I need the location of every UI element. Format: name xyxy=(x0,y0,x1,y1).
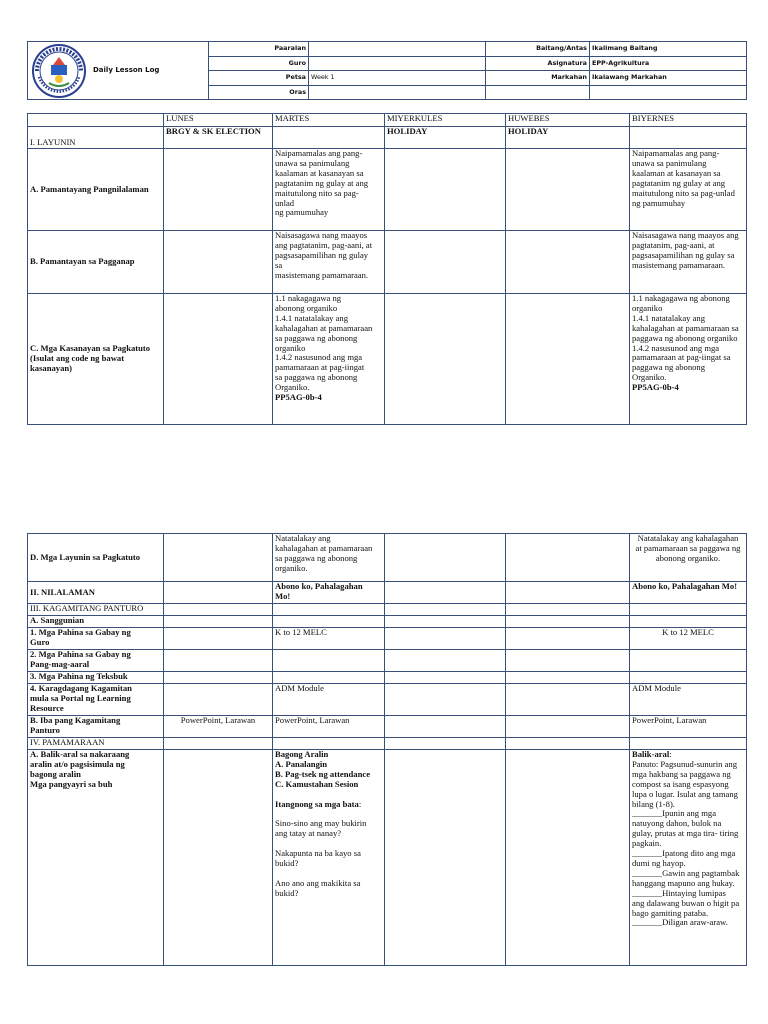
school-label: Paaralan xyxy=(209,42,309,57)
empty-cell xyxy=(630,738,747,750)
row-label-pamantayan-pagganap: B. Pamantayan sa Pagganap xyxy=(28,231,164,294)
empty-cell xyxy=(385,716,506,738)
deped-seal-icon xyxy=(31,43,87,99)
empty-cell xyxy=(385,672,506,684)
empty-cell xyxy=(164,616,273,628)
section-nilalaman: II. NILALAMAN xyxy=(28,582,164,604)
empty-cell xyxy=(164,738,273,750)
pamantayang-nilalaman-tue: Naipamamalas ang pang- unawa sa panimulang kaalaman at kasanayan sa pagtatanim ng gulay at ang maitutulong nito sa pag- unlad ng pamumuhay xyxy=(273,149,385,231)
section-kagamitang: III. KAGAMITANG PANTURO xyxy=(28,604,164,616)
gabay-guro-tue: K to 12 MELC xyxy=(273,628,385,650)
empty-cell xyxy=(164,628,273,650)
quarter-label: Markahan xyxy=(486,71,590,86)
empty-cell xyxy=(385,582,506,604)
empty-cell xyxy=(164,650,273,672)
empty-cell xyxy=(630,604,747,616)
pamantayan-pagganap-fri: Naisasagawa nang maayos ang pagtatanim, pag-aani, at pagsasapamilihan ng gulay sa masistemang pamamaraan. xyxy=(630,231,747,294)
empty-cell xyxy=(506,231,630,294)
empty-cell xyxy=(630,672,747,684)
subject-label: Asignatura xyxy=(486,56,590,71)
empty-cell xyxy=(164,294,273,425)
date-label: Petsa xyxy=(209,71,309,86)
note-mon: BRGY & SK ELECTION xyxy=(164,127,273,149)
empty-cell xyxy=(385,738,506,750)
header-table xyxy=(27,41,747,100)
balik-aral-tue: Bagong Aralin A. Panalangin B. Pag-tsek ng attendance C. Kamustahan Sesion Itangnong sa mga bata: Sino-sino ang may bukirin ang tatay at nanay? Nakapunta na ba kayo sa bukid? Ano ano ang makikita sa bukid? xyxy=(273,750,385,966)
nilalaman-tue: Abono ko, Pahalagahan Mo! xyxy=(273,582,385,604)
empty-cell xyxy=(506,604,630,616)
empty-cell xyxy=(506,294,630,425)
grade-value: Ikalimang Baitang xyxy=(590,42,747,57)
lesson-table-part-2 xyxy=(27,533,747,966)
day-header-thu: HUWEBES xyxy=(506,114,630,127)
empty-cell xyxy=(164,672,273,684)
day-header-mon: LUNES xyxy=(164,114,273,127)
empty-cell xyxy=(385,534,506,582)
day-header-fri: BIYERNES xyxy=(630,114,747,127)
empty-cell xyxy=(385,684,506,716)
row-label-karagdagang: 4. Karagdagang Kagamitan mula sa Portal ng Learning Resource xyxy=(28,684,164,716)
empty-cell xyxy=(385,628,506,650)
empty-cell xyxy=(385,149,506,231)
empty-cell xyxy=(164,582,273,604)
empty-cell xyxy=(506,738,630,750)
grade-label: Baitang/Antas xyxy=(486,42,590,57)
note-wed: HOLIDAY xyxy=(385,127,506,149)
quarter-value: Ikalawang Markahan xyxy=(590,71,747,86)
row-label-iba-pang: B. Iba pang Kagamitang Panturo xyxy=(28,716,164,738)
day-header-wed: MIYERKULES xyxy=(385,114,506,127)
row-label-kasanayan: C. Mga Kasanayan sa Pagkatuto (Isulat ang code ng bawat kasanayan) xyxy=(28,294,164,425)
empty-cell xyxy=(506,534,630,582)
iba-pang-fri: PowerPoint, Larawan xyxy=(630,716,747,738)
section-pamamaraan: IV. PAMAMARAAN xyxy=(28,738,164,750)
competency-code: PP5AG-0b-4 xyxy=(275,392,322,403)
empty-cell xyxy=(273,650,385,672)
logo-cell xyxy=(28,42,209,100)
empty-cell xyxy=(506,149,630,231)
subject-value: EPP-Agrikultura xyxy=(590,56,747,71)
row-label-balik-aral: A. Balik-aral sa nakaraang aralin at/o pagsisimula ng bagong aralin Mga pangyayri sa buh xyxy=(28,750,164,966)
empty-cell xyxy=(164,231,273,294)
empty-cell xyxy=(385,750,506,966)
lesson-table-part-1 xyxy=(27,113,747,425)
empty-cell xyxy=(506,672,630,684)
empty-cell xyxy=(506,684,630,716)
section-layunin: I. LAYUNIN xyxy=(28,127,164,149)
empty-cell xyxy=(273,604,385,616)
document-title: Daily Lesson Log xyxy=(93,66,160,74)
karagdagang-tue: ADM Module xyxy=(273,684,385,716)
row-label-teksbuk: 3. Mga Pahina ng Teksbuk xyxy=(28,672,164,684)
layunin-pagkatuto-fri: Natatalakay ang kahalagahan at pamamaraan sa paggawa ng abonong organiko. xyxy=(630,534,747,582)
nilalaman-fri: Abono ko, Pahalagahan Mo! xyxy=(630,582,747,604)
row-label-sanggunian: A. Sanggunian xyxy=(28,616,164,628)
empty-cell xyxy=(590,85,747,100)
empty-cell xyxy=(630,616,747,628)
row-label-layunin-pagkatuto: D. Mga Layunin sa Pagkatuto xyxy=(28,534,164,582)
time-label: Oras xyxy=(209,85,309,100)
iba-pang-mon: PowerPoint, Larawan xyxy=(164,716,273,738)
empty-cell xyxy=(506,616,630,628)
corner-cell xyxy=(28,114,164,127)
empty-cell xyxy=(506,650,630,672)
note-thu: HOLIDAY xyxy=(506,127,630,149)
empty-cell xyxy=(273,127,385,149)
day-header-tue: MARTES xyxy=(273,114,385,127)
empty-cell xyxy=(385,616,506,628)
empty-cell xyxy=(273,738,385,750)
kasanayan-fri: 1.1 nakagagawa ng abonong organiko 1.4.1 natatalakay ang kahalagahan at pamamaraan sa paggawa ng abonong organiko 1.4.2 nasusunod ang mga pamamaraan at pag-iingat sa paggawa ng abonong Organiko. PP5AG-0b-4 xyxy=(630,294,747,425)
time-value xyxy=(309,85,486,100)
pamantayang-nilalaman-fri: Naipamamalas ang pang- unawa sa panimulang kaalaman at kasanayan sa pagtatanim ng gulay at ang maitutulong nito sa pag-unlad ng pamumuhay xyxy=(630,149,747,231)
balik-aral-fri: Balik-aral: Panuto: Pagsunud-sunurin ang mga hakbang sa paggawa ng compost sa isang espasyong lupa o lugar. Isulat ang tamang bilang (1-8). _______Ipunin ang mga natuyong dahon, bulok na gulay, prutas at mga tira- tiring pagkain. _______Ipatong dito ang mga dumi ng hayop. _______Gawin ang pagtambak hanggang mapuno ang hukay. _______Hintaying lumipas ang dalawang buwan o higit pa bago gamiting pataba. _______Diligan araw-araw. xyxy=(630,750,747,966)
empty-cell xyxy=(164,534,273,582)
row-label-gabay-guro: 1. Mga Pahina sa Gabay ng Guro xyxy=(28,628,164,650)
school-value xyxy=(309,42,486,57)
empty-cell xyxy=(506,628,630,650)
empty-cell xyxy=(506,716,630,738)
empty-cell xyxy=(630,650,747,672)
empty-cell xyxy=(506,582,630,604)
date-value: Week 1 xyxy=(309,71,486,86)
empty-cell xyxy=(164,604,273,616)
pamantayan-pagganap-tue: Naisasagawa nang maayos ang pagtatanim, pag-aani, at pagsasapamilihan ng gulay sa masistemang pamamaraan. xyxy=(273,231,385,294)
empty-cell xyxy=(273,616,385,628)
empty-cell xyxy=(385,604,506,616)
row-label-gabay-mag-aaral: 2. Mga Pahina sa Gabay ng Pang-mag-aaral xyxy=(28,650,164,672)
empty-cell xyxy=(164,684,273,716)
layunin-pagkatuto-tue: Natatalakay ang kahalagahan at pamamaraan sa paggawa ng abonong organiko. xyxy=(273,534,385,582)
empty-cell xyxy=(486,85,590,100)
empty-cell xyxy=(630,127,747,149)
empty-cell xyxy=(273,672,385,684)
empty-cell xyxy=(164,750,273,966)
row-label-pamantayang-nilalaman: A. Pamantayang Pangnilalaman xyxy=(28,149,164,231)
gabay-guro-fri: K to 12 MELC xyxy=(630,628,747,650)
karagdagang-fri: ADM Module xyxy=(630,684,747,716)
empty-cell xyxy=(506,750,630,966)
empty-cell xyxy=(385,650,506,672)
kasanayan-tue: 1.1 nakagagawa ng abonong organiko 1.4.1 natatalakay ang kahalagahan at pamamaraan sa paggawa ng abonong organiko 1.4.2 nasusunod ang mga pamamaraan at pag-iingat sa paggawa ng abonong Organiko. PP5AG-0b-4 xyxy=(273,294,385,425)
empty-cell xyxy=(385,231,506,294)
iba-pang-tue: PowerPoint, Larawan xyxy=(273,716,385,738)
empty-cell xyxy=(164,149,273,231)
competency-code: PP5AG-0b-4 xyxy=(632,382,679,393)
teacher-label: Guro xyxy=(209,56,309,71)
teacher-value xyxy=(309,56,486,71)
empty-cell xyxy=(385,294,506,425)
